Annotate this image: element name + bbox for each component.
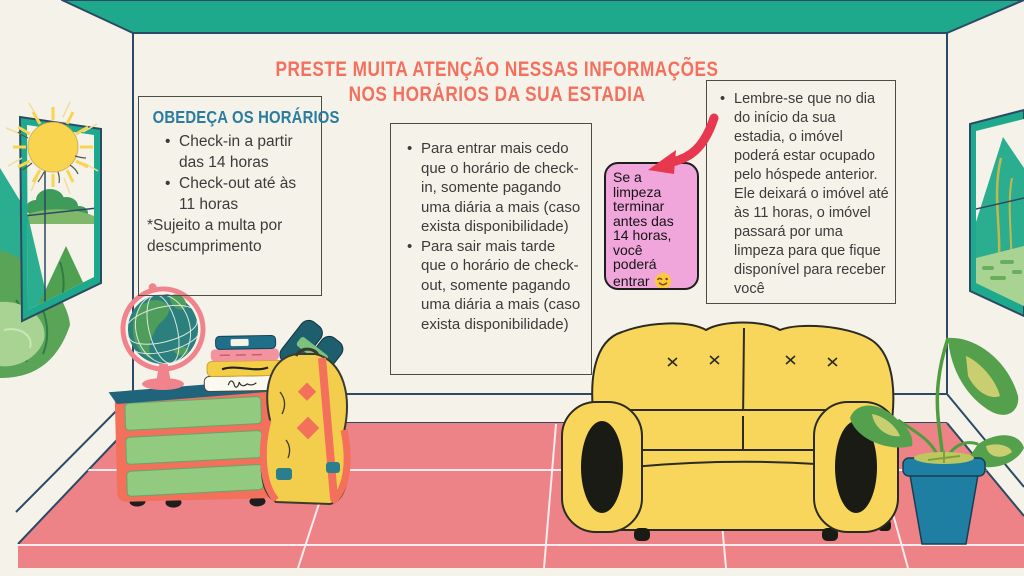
- backpack-icon: [262, 349, 348, 504]
- penalty-note: *Sujeito a multa por descumprimento: [147, 217, 283, 255]
- title-line-1: PRESTE MUITA ATENÇÃO NESSAS INFORMAÇÕES: [275, 58, 719, 81]
- list-item: • Para sair mais tarde que o horário de check-out, somente pagando uma diária a mais (caso exista disponibilidade): [391, 237, 591, 335]
- previous-guest-list: [707, 90, 895, 299]
- window-right: [970, 110, 1024, 316]
- floor-front-strip: [0, 568, 1024, 576]
- list-item: • Lembre-se que no dia do início da sua estadia, o imóvel poderá estar ocupado pelo hóspede anterior. Ele deixará o imóvel até às 11 horas, o imóvel passará por uma limpeza para que fique disponível para receber você: [707, 90, 895, 299]
- schedule-rules-box: [138, 96, 340, 296]
- list-item: • Check-in a partir das 14 horas: [139, 131, 321, 173]
- sofa: [562, 323, 898, 542]
- list-item: • Para entrar mais cedo que o horário de check-in, somente pagando uma diária a mais (caso exista disponibilidade): [391, 139, 591, 237]
- wink-face-icon: [654, 272, 672, 290]
- cleaning-tip-text: Se a limpeza terminar antes das 14 horas, você poderá entrar: [613, 169, 674, 289]
- ceiling: [62, 0, 1024, 33]
- arrow-icon: [640, 110, 730, 185]
- early-late-options-box: [390, 123, 592, 375]
- list-item: • Check-out até às 11 horas: [139, 173, 321, 215]
- early-late-options-list: [391, 139, 591, 334]
- title-line-2: NOS HORÁRIOS DA SUA ESTADIA: [348, 83, 646, 106]
- schedule-rules-list: [139, 131, 321, 215]
- dresser: [108, 379, 286, 511]
- schedule-rules-heading: OBEDEÇA OS HORÁRIOS: [152, 107, 340, 127]
- previous-guest-box: [706, 80, 896, 304]
